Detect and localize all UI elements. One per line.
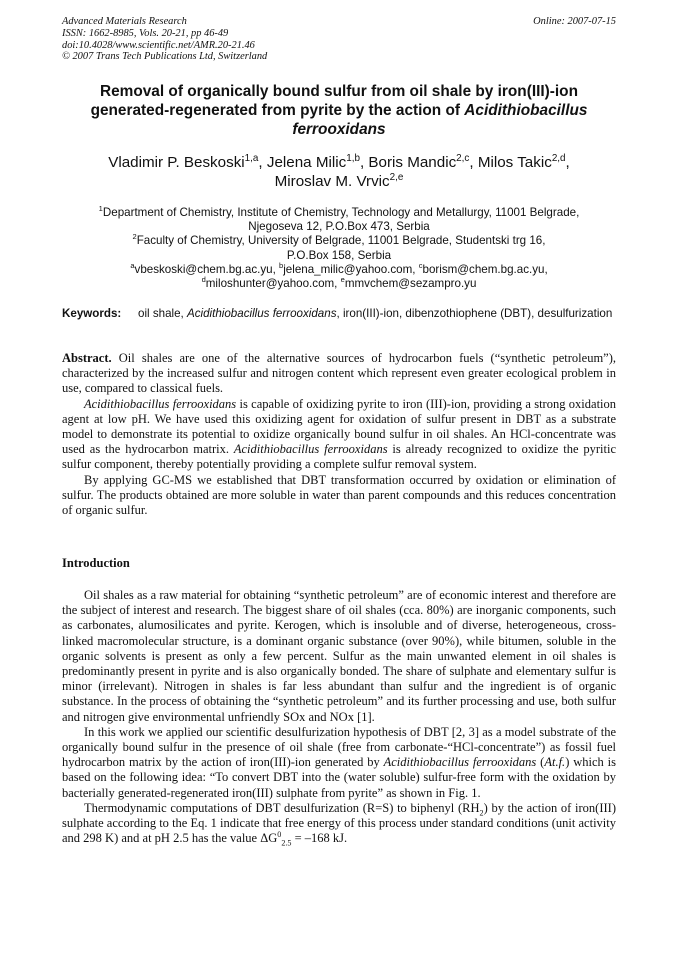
affiliations — [62, 206, 616, 291]
organism-abbrev: At.f. — [544, 755, 566, 770]
affiliation-number: 2 — [132, 232, 137, 242]
keywords-label: Keywords: — [62, 307, 122, 320]
author-list — [62, 154, 616, 191]
affiliation-1 — [62, 206, 616, 220]
author-name: Jelena Milic — [266, 154, 347, 171]
abstract — [62, 351, 616, 518]
organism-name: Acidithiobacillus ferrooxidans — [383, 755, 537, 770]
affiliation-number: 1 — [98, 204, 103, 214]
abstract-paragraph-2 — [62, 397, 616, 473]
author-superscript: 1,b — [346, 152, 360, 164]
author-name: Milos Takic — [477, 154, 552, 171]
author-name: Miroslav M. Vrvic — [274, 172, 390, 190]
email-line-1 — [62, 260, 616, 277]
author-name: Vladimir P. Beskoski — [108, 154, 245, 171]
email-marker: d — [201, 275, 206, 285]
intro-text: ( — [536, 755, 545, 770]
intro-text: In this work we applied our scientific desulfurization hypothesis of DBT [2, 3] as a model substrate of the organically bound sulfur in the presence of oil shale (free from carbonate-“HCl-concentrate”) as fossil fuel hydrocarbon matrix by the action of iron(III)-ion generated by — [62, 724, 616, 770]
superscript: 0 — [277, 830, 282, 840]
affiliation-1-address: Njegoseva 12, P.O.Box 473, Serbia — [248, 220, 430, 234]
author-separator: , — [359, 154, 369, 171]
journal-name: Advanced Materials Research — [62, 16, 187, 27]
intro-text: = –168 kJ. — [291, 831, 348, 846]
keyword-text: , iron(III)-ion, dibenzothiophene (DBT), desulfurization — [336, 307, 613, 320]
abstract-paragraph-1 — [62, 351, 616, 397]
email-marker: a — [130, 260, 135, 270]
author — [478, 154, 570, 171]
affiliation-2 — [62, 234, 616, 248]
abstract-paragraph-3: By applying GC-MS we established that DBT transformation occurred by oxidation or elimination of sulfur. The products obtained are more soluble in water than parent compounds and this reduces concentration of organic sulfur. — [62, 472, 616, 518]
email-marker: b — [279, 260, 284, 270]
journal-issn: ISSN: 1662-8985, Vols. 20-21, pp 46-49 — [62, 27, 229, 39]
email-marker: e — [340, 275, 345, 285]
affiliation-text: Department of Chemistry, Institute of Chemistry, Technology and Metallurgy, 11001 Belgrade, — [102, 206, 580, 219]
email-marker: c — [418, 260, 423, 270]
intro-text: ) which is based on the following idea: “To convert DBT into the (water soluble) sulfur-free form with the oxidation by bacterially generated-regenerated iron(III) sulphate from pyrite” as shown in Fig. 1. — [62, 755, 616, 800]
subscript: 2.5 — [281, 838, 292, 848]
journal-header — [62, 16, 267, 63]
keywords-text — [138, 307, 616, 321]
abstract-label: Abstract. — [62, 351, 112, 365]
organism-name: Acidithiobacillus ferrooxidans — [84, 396, 237, 411]
email-address[interactable]: jelena_milic@yahoo.com, — [283, 262, 419, 276]
email-address[interactable]: vbeskoski@chem.bg.ac.yu, — [134, 262, 280, 276]
subscript: 2 — [479, 808, 484, 818]
journal-copyright: © 2007 Trans Tech Publications Ltd, Switzerland — [62, 51, 268, 63]
intro-paragraph-2 — [62, 725, 616, 801]
title-organism-genus: Acidithiobacillus — [464, 102, 588, 119]
email-address[interactable]: miloshunter@yahoo.com, — [205, 277, 341, 291]
author — [275, 173, 404, 190]
author-superscript: 1,a — [244, 152, 259, 164]
keyword-text: oil shale, — [138, 307, 187, 320]
author-separator: , — [258, 154, 267, 171]
author — [368, 154, 477, 171]
affiliation-text: Faculty of Chemistry, University of Belgrade, 11001 Belgrade, Studentski trg 16, — [136, 234, 546, 248]
author-superscript: 2,d — [551, 152, 566, 164]
title-line-1: Removal of organically bound sulfur from oil shale by iron(III)-ion — [99, 83, 578, 100]
title-organism-species: ferrooxidans — [292, 121, 386, 138]
section-heading: Introduction — [62, 556, 130, 570]
journal-doi: doi:10.4028/www.scientific.net/AMR.20-21.46 — [62, 39, 255, 51]
intro-text: ) by the action of iron(III) sulphate according to the Eq. 1 indicate that free energy of this process under standard conditions (unit activity and 298 K) and at pH 2.5 has the value ΔG — [62, 800, 616, 846]
keyword-organism: Acidithiobacillus ferrooxidans — [186, 307, 337, 320]
intro-paragraph-1: Oil shales as a raw material for obtaining “synthetic petroleum” are of economic interest and therefore are the subject of interest and research. The biggest share of oil shales (cca. 80%) are inorganic components, such as carbonates, alumosilicates and pyrite. Kerogen, which is insoluble and of diverse, heterogeneous, cross-linked macromolecular structure, is a dominant organic substance (over 90%), while bitumen, soluble in the organic solvents is present as only a few percent. Sulfur as the main unwanted element in oil shales is predominantly present in pyrite and is also organically bonded. The share of sulphate and elementary sulfur is minor (irrelevant). Nitrogen in shales is far less abundant than sulfur and the ingredient is of organic substance. In the process of obtaining the “synthetic petroleum” and its further processing and use, both sulfur and nitrogen give environmental unfriendly SOx and NOx [1]. — [62, 588, 616, 724]
intro-text: Thermodynamic computations of DBT desulfurization (R=S) to biphenyl (RH — [84, 800, 480, 815]
title-line-2-text: generated-regenerated from pyrite by the action of — [90, 102, 465, 119]
intro-paragraph-3 — [62, 801, 616, 847]
affiliation-2-address: P.O.Box 158, Serbia — [286, 248, 392, 262]
author-separator: , — [469, 154, 478, 171]
author-separator: , — [565, 154, 570, 171]
introduction — [62, 588, 616, 846]
author-superscript: 2,e — [389, 171, 404, 183]
online-date: Online: 2007-07-15 — [533, 16, 616, 27]
paper-title — [70, 82, 608, 139]
abstract-text: Oil shales are one of the alternative sources of hydrocarbon fuels (“synthetic petroleum”), characterized by the increased sulfur and nitrogen content which represent even greater ecological problem in use, compared to classical fuels. — [62, 351, 616, 396]
abstract-text: is capable of oxidizing pyrite to iron (III)-ion, providing a strong oxidation agent at low pH. We have used this oxidizing agent for oxidation of sulfur present in DBT as a substrate model to demonstrate its potential to oxidize organically bound sulfur in oil shales. An HCl-concentrate was used as the hydrocarbon matrix. — [62, 396, 617, 457]
email-line-2 — [62, 277, 616, 291]
title-line-2 — [70, 101, 608, 120]
keywords — [62, 307, 616, 321]
email-address[interactable]: mmvchem@sezampro.yu — [344, 277, 477, 291]
author-name: Boris Mandic — [368, 154, 457, 171]
organism-name: Acidithiobacillus ferrooxidans — [233, 442, 388, 457]
author — [267, 154, 369, 171]
author — [108, 154, 267, 171]
email-address[interactable]: borism@chem.bg.ac.yu, — [422, 262, 548, 276]
author-superscript: 2,c — [456, 152, 470, 164]
abstract-text: is already recognized to oxidize the pyritic sulfur component, thereby potentially providing a complete sulfur removal system. — [62, 442, 616, 472]
title-line-3 — [70, 120, 608, 139]
